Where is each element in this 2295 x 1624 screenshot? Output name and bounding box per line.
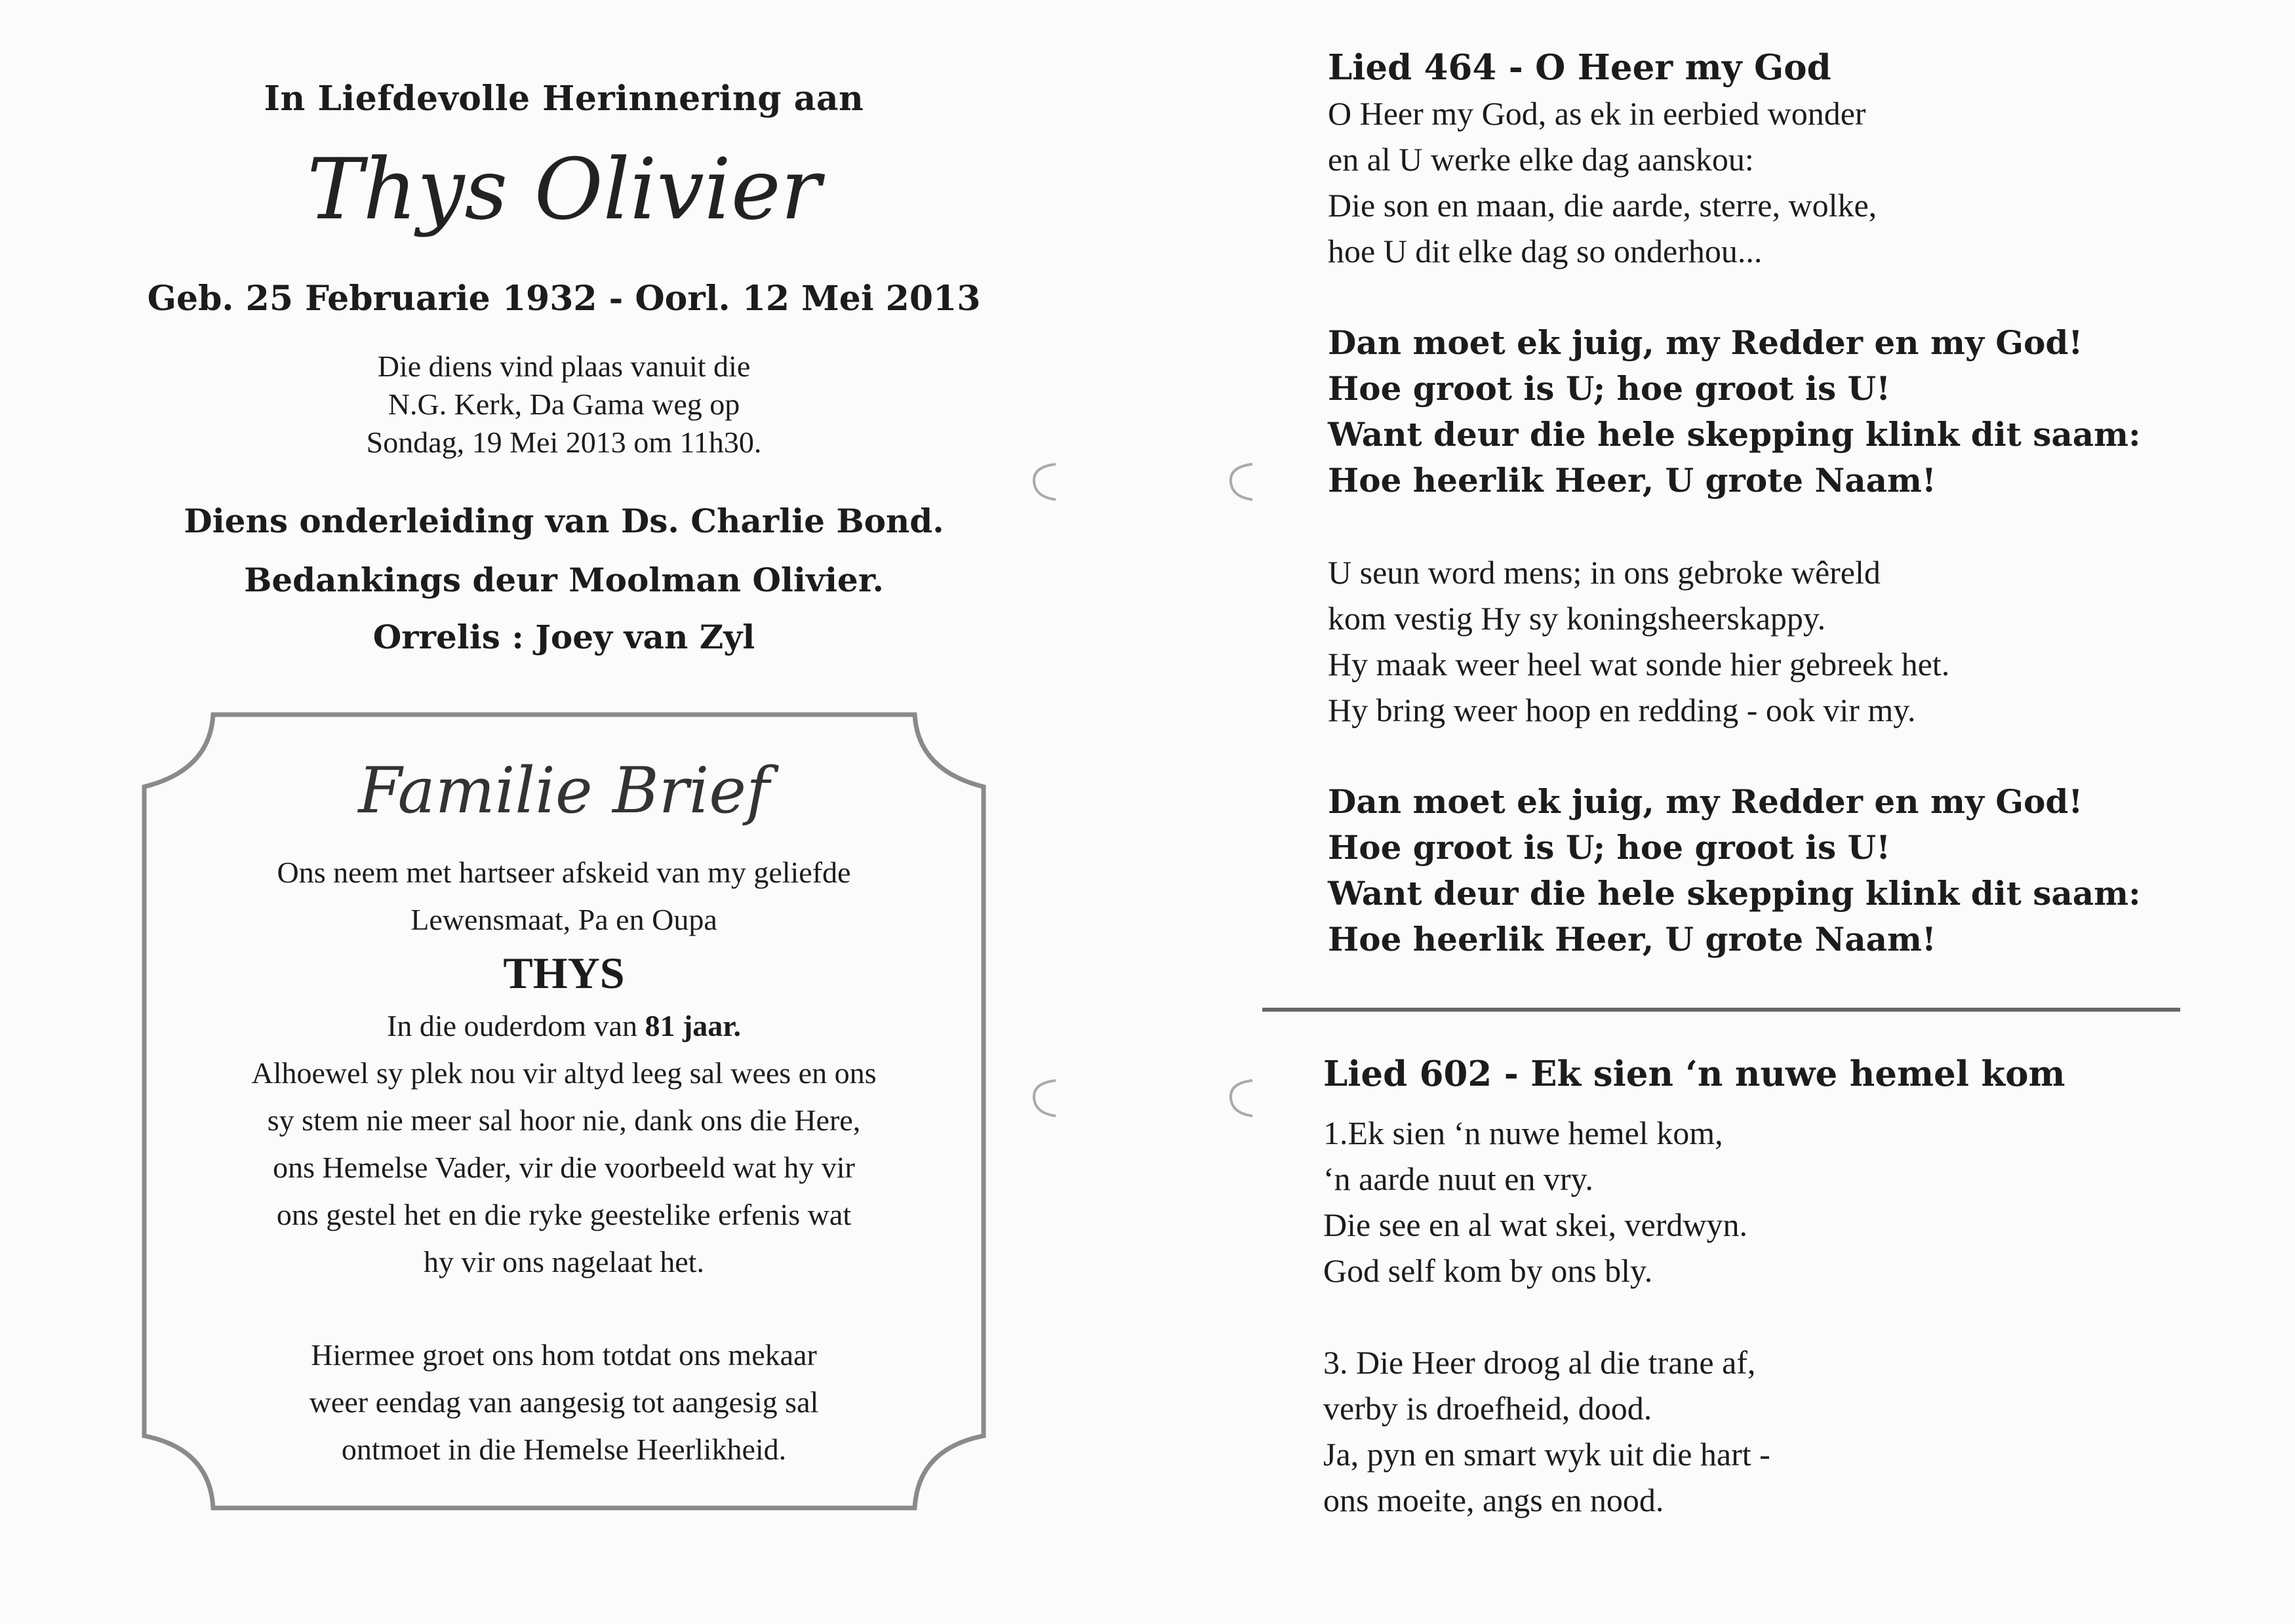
officiant-line: Diens onderleiding van Ds. Charlie Bond. (184, 502, 944, 540)
verse-line: Hy bring weer hoop en redding - ook vir my. (1328, 692, 1916, 728)
letter-line: Lewensmaat, Pa en Oupa (410, 903, 717, 936)
letter-line: Ons neem met hartseer afskeid van my geliefde (277, 856, 851, 889)
letter-heading: Familie Brief (358, 754, 770, 827)
punch-hole-mark (1026, 459, 1066, 505)
letter-line: weer eendag van aangesig tot aangesig sal (309, 1385, 819, 1419)
age-prefix: In die ouderdom van (387, 1009, 645, 1042)
chorus-line: Dan moet ek juig, my Redder en my God! (1328, 782, 2083, 821)
left-page (0, 0, 1128, 1624)
letter-body (131, 849, 997, 1473)
verse-line: 1.Ek sien ‘n nuwe hemel kom, (1323, 1115, 1723, 1151)
hymn-chorus (1328, 779, 2272, 962)
stanza-gap (1328, 274, 2272, 320)
right-page (1128, 0, 2295, 1624)
letter-line: ons Hemelse Vader, vir die voorbeeld wat hy vir (273, 1151, 855, 1184)
thanks-line: Bedankings deur Moolman Olivier. (244, 561, 884, 599)
verse-line: Die son en maan, die aarde, sterre, wolke, (1328, 187, 1877, 224)
hymn-verse (1323, 1110, 2267, 1294)
verse-line: ‘n aarde nuut en vry. (1323, 1160, 1593, 1197)
chorus-line: Hoe heerlik Heer, U grote Naam! (1328, 461, 1936, 500)
memorial-heading: In Liefdevolle Herinnering aan (264, 79, 864, 119)
letter-line: Hiermee groet ons hom totdat ons mekaar (311, 1338, 817, 1372)
hymn-verse (1328, 90, 2272, 274)
service-line: N.G. Kerk, Da Gama weg op (388, 387, 740, 421)
verse-line: kom vestig Hy sy koningsheerskappy. (1328, 600, 1826, 637)
chorus-line: Want deur die hele skepping klink dit saam: (1328, 874, 2141, 913)
organist-line: Orrelis : Joey van Zyl (372, 618, 755, 656)
letter-line-age (131, 1002, 997, 1050)
verse-line: 3. Die Heer droog al die trane af, (1323, 1344, 1756, 1381)
chorus-line: Want deur die hele skepping klink dit saam: (1328, 415, 2141, 454)
service-line: Die diens vind plaas vanuit die (377, 349, 751, 383)
letter-line: sy stem nie meer sal hoor nie, dank ons die Here, (267, 1103, 861, 1137)
letter-line: hy vir ons nagelaat het. (424, 1245, 704, 1278)
title-gap (1323, 1097, 2267, 1110)
chorus-line: Hoe groot is U; hoe groot is U! (1328, 828, 1891, 867)
service-line: Sondag, 19 Mei 2013 om 11h30. (366, 426, 762, 459)
hymn-title: Lied 602 - Ek sien ‘n nuwe hemel kom (1323, 1054, 2066, 1094)
verse-line: God self kom by ons bly. (1323, 1252, 1653, 1289)
verse-line: Die see en al wat skei, verdwyn. (1323, 1206, 1747, 1243)
hymn-chorus (1328, 320, 2272, 504)
deceased-name: Thys Olivier (307, 141, 821, 239)
hymn-verse (1323, 1339, 2267, 1523)
letter-name: THYS (503, 948, 625, 998)
verse-line: verby is droefheid, dood. (1323, 1390, 1652, 1427)
chorus-line: Dan moet ek juig, my Redder en my God! (1328, 323, 2083, 362)
letter-line: Alhoewel sy plek nou vir altyd leeg sal wees en ons (251, 1056, 877, 1090)
verse-line: Ja, pyn en smart wyk uit die hart - (1323, 1436, 1770, 1473)
verse-line: en al U werke elke dag aanskou: (1328, 141, 1754, 178)
letter-line: ons gestel het en die ryke geestelike erfenis wat (276, 1198, 852, 1231)
life-dates: Geb. 25 Februarie 1932 - Oorl. 12 Mei 2013 (147, 279, 981, 319)
verse-line: O Heer my God, as ek in eerbied wonder (1328, 95, 1866, 132)
service-details (0, 347, 1128, 462)
hymn-464 (1328, 45, 2272, 962)
verse-line: ons moeite, angs en nood. (1323, 1482, 1664, 1518)
stanza-gap (1323, 1294, 2267, 1339)
stanza-gap (1328, 504, 2272, 549)
paragraph-gap (131, 1286, 997, 1332)
chorus-line: Hoe groot is U; hoe groot is U! (1328, 369, 1891, 408)
hymn-602 (1323, 1051, 2267, 1523)
section-divider (1262, 1008, 2180, 1012)
punch-hole-mark (1026, 1075, 1066, 1121)
hymn-verse (1328, 549, 2272, 733)
verse-line: hoe U dit elke dag so onderhou... (1328, 233, 1763, 269)
chorus-line: Hoe heerlik Heer, U grote Naam! (1328, 920, 1936, 959)
letter-line: ontmoet in die Hemelse Heerlikheid. (341, 1433, 787, 1466)
verse-line: U seun word mens; in ons gebroke wêreld (1328, 554, 1881, 591)
hymn-title: Lied 464 - O Heer my God (1328, 47, 1831, 88)
verse-line: Hy maak weer heel wat sonde hier gebreek het. (1328, 646, 1950, 683)
stanza-gap (1328, 733, 2272, 779)
age-value: 81 jaar. (645, 1009, 741, 1042)
